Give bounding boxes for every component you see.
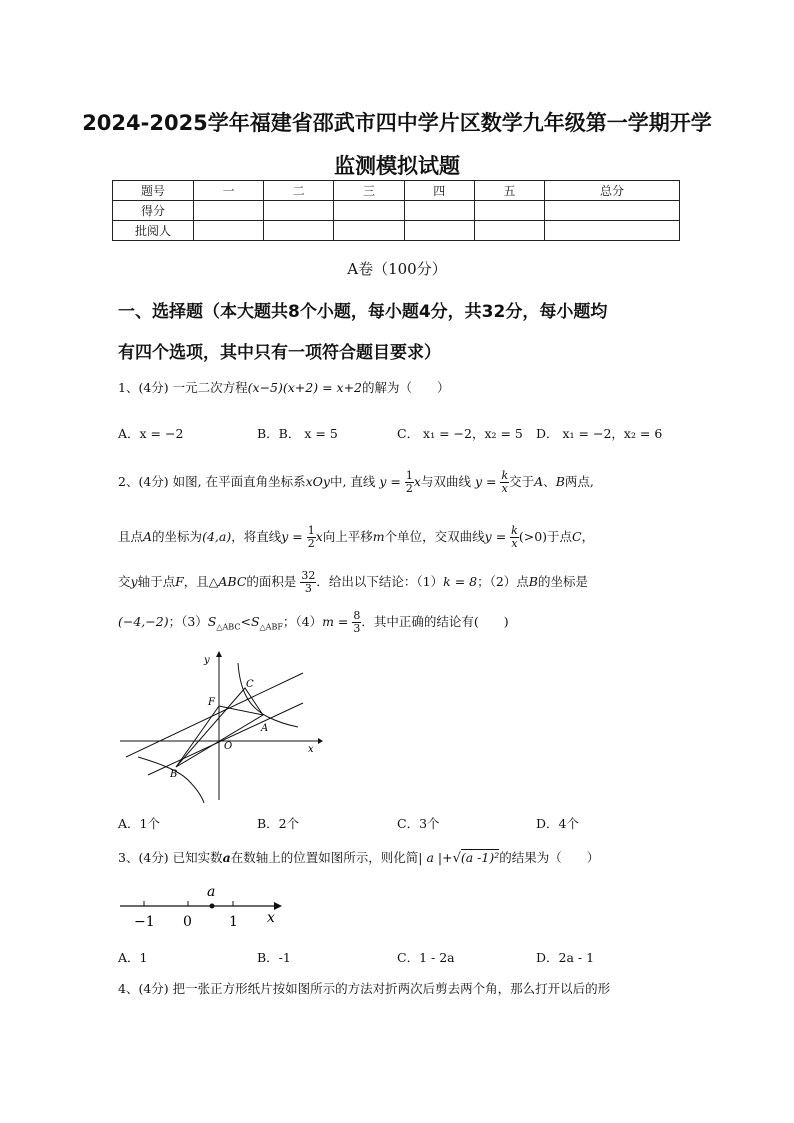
table-cell (264, 221, 334, 241)
section-heading: 一、选择题（本大题共8个小题，每小题4分，共32分，每小题均 (118, 302, 608, 322)
table-cell (264, 201, 334, 221)
y-axis-arrow (216, 651, 222, 657)
frac-den: 2 (405, 482, 413, 495)
q2-point: B (555, 474, 565, 489)
q2-y: y = (281, 529, 303, 544)
option-c[interactable]: C．3个 (397, 816, 440, 831)
label-f: F (208, 697, 215, 708)
q2-figure (118, 645, 328, 805)
option-c[interactable]: C．1 - 2a (397, 950, 455, 965)
number-line (118, 880, 288, 930)
question-2-line3 (118, 570, 588, 595)
q2-text: 交 (118, 574, 131, 589)
table-header-cell: 总分 (545, 181, 680, 201)
q2-text: ，且 (183, 574, 209, 589)
q2-text: ．其中正确的结论有( ) (361, 614, 509, 629)
q2-text: ， (581, 529, 595, 544)
q2-y: y = (474, 474, 497, 489)
label-o: O (224, 741, 233, 752)
table-cell (545, 201, 680, 221)
frac-num: 8 (353, 609, 361, 622)
q2-text: 交于 (509, 474, 535, 489)
q2-text: 的坐标是 (537, 574, 588, 589)
q2-xoy: xOy (305, 474, 330, 489)
label-y: y (204, 655, 210, 666)
frac-den: x (511, 537, 518, 550)
q2-s: S (250, 614, 260, 629)
q2-text: 轴于点 (137, 574, 176, 589)
q2-lt: < (240, 614, 251, 629)
q3-text: 3、(4分) 已知实数 (118, 850, 223, 865)
fraction-k (510, 525, 519, 550)
table-cell (334, 221, 404, 241)
q3-radicand: (a -1)² (460, 850, 500, 865)
table-row (113, 221, 680, 241)
frac-num: 1 (307, 524, 315, 537)
fraction-area (300, 570, 316, 595)
frac-den: 2 (307, 537, 315, 550)
q2-point: B (528, 574, 538, 589)
table-header-cell: 五 (474, 181, 544, 201)
label-x: x (267, 910, 275, 926)
table-cell (545, 221, 680, 241)
q2-text: 且点 (118, 529, 144, 544)
table-cell (474, 201, 544, 221)
x-axis-arrow (318, 738, 323, 744)
frac-num: k (501, 469, 509, 482)
q2-x: x (315, 529, 323, 544)
q2-cond: (>0) (518, 529, 548, 544)
q2-text: ；（3） (168, 614, 208, 629)
q2-text: 两点, (564, 474, 594, 489)
table-header-cell: 二 (264, 181, 334, 201)
label-a: a (207, 884, 216, 900)
q2-text: 个单位，交双曲线 (384, 529, 485, 544)
q2-y: y (130, 574, 138, 589)
q3-a: a (222, 850, 231, 865)
q2-m: m = (322, 614, 349, 629)
q2-s-sub: △ABC (216, 622, 241, 632)
q2-text: 向上平移 (322, 529, 373, 544)
q2-text: ，将直线 (231, 529, 282, 544)
frac-num: k (511, 524, 518, 537)
q1-suffix: 的解为（ ） (362, 380, 450, 395)
point-a (210, 904, 215, 909)
question-3: 3、(4分) 已知实数a在数轴上的位置如图所示，则化简| a |+√(a -1)²的结果为（ ） (118, 850, 600, 866)
q2-y: y = (484, 529, 507, 544)
q2-m: m (372, 529, 385, 544)
q2-text: 、 (543, 474, 556, 489)
q2-text: 与双曲线 (420, 474, 471, 489)
q2-s: S (207, 614, 217, 629)
table-cell (334, 201, 404, 221)
frac-den: x (501, 482, 508, 495)
table-header-cell: 四 (404, 181, 474, 201)
option-b[interactable]: B．B． x = 5 (257, 426, 338, 441)
fraction-half (405, 470, 414, 495)
label-one: 1 (229, 914, 238, 930)
fraction-k (500, 470, 509, 495)
option-d[interactable]: D．4个 (536, 816, 579, 831)
q2-point: F (175, 574, 184, 589)
q2-text: 于点 (547, 529, 573, 544)
label-x: x (308, 744, 314, 755)
q2-y: y = (379, 474, 401, 489)
label-b: B (170, 769, 178, 780)
q2-coord: (−4,−2) (118, 614, 169, 629)
table-header-cell: 三 (334, 181, 404, 201)
question-2-line4 (118, 610, 509, 638)
q2-text: ；（4） (282, 614, 323, 629)
question-4: 4、(4分) 把一张正方形纸片按如图所示的方法对折两次后剪去两个角，那么打开以后的形 (118, 981, 611, 996)
option-b[interactable]: B．-1 (257, 950, 291, 965)
table-header-cell: 一 (194, 181, 264, 201)
score-table (112, 180, 680, 241)
frac-den: 3 (353, 622, 361, 635)
frac-den: 3 (304, 582, 312, 595)
q2-coord: (4,a) (202, 529, 232, 544)
table-cell (404, 221, 474, 241)
page-title-line2: 监测模拟试题 (334, 154, 460, 178)
table-row (113, 201, 680, 221)
segment-bf (176, 706, 219, 767)
fraction-half (307, 525, 316, 550)
option-c[interactable]: C． x₁ = −2，x₂ = 5 (397, 426, 523, 441)
label-zero: 0 (183, 914, 192, 930)
option-a[interactable]: A．x = −2 (118, 426, 184, 441)
q1-equation: (x−5)(x+2) = x+2 (247, 380, 362, 395)
label-a: A (261, 723, 269, 734)
q2-text: 的坐标为 (152, 529, 203, 544)
frac-num: 1 (405, 469, 413, 482)
table-cell (474, 221, 544, 241)
option-d[interactable]: D．2a - 1 (536, 950, 595, 965)
line-original (148, 703, 303, 775)
q2-k: k = 8 (443, 574, 478, 589)
label-c: C (246, 679, 254, 690)
question-1 (118, 378, 450, 398)
q2-s-sub: △ABF (259, 622, 283, 632)
table-cell (194, 221, 264, 241)
q1-prefix: 1、(4分) 一元二次方程 (118, 380, 248, 395)
q3-text: 在数轴上的位置如图所示，则化简 (230, 850, 419, 865)
paper-label: A卷（100分） (347, 260, 447, 278)
q2-text: 2、(4分) 如图, 在平面直角坐标系 (118, 474, 306, 489)
option-a[interactable]: A．1个 (118, 816, 160, 831)
q2-text: ．给出以下结论：（1） (316, 574, 444, 589)
q2-text: 中, 直线 (329, 474, 376, 489)
option-a[interactable]: A．1 (118, 950, 148, 965)
option-d[interactable]: D． x₁ = −2，x₂ = 6 (536, 426, 663, 441)
q2-text: ；（2）点 (477, 574, 529, 589)
table-cell (194, 201, 264, 221)
hyperbola-right (238, 663, 298, 727)
q2-point: A (534, 474, 544, 489)
question-2 (118, 470, 594, 495)
frac-num: 32 (301, 569, 316, 582)
label-minus-one: −1 (134, 914, 155, 930)
q2-triangle: △ABC (208, 574, 247, 589)
question-2-line2 (118, 525, 594, 550)
section-heading-line2: 有四个选项，其中只有一项符合题目要求） (118, 343, 441, 363)
option-b[interactable]: B．2个 (257, 816, 300, 831)
table-header-cell: 题号 (113, 181, 194, 201)
table-row (113, 181, 680, 201)
q2-x: x (413, 474, 421, 489)
q2-point: A (143, 529, 153, 544)
number-line-arrow (274, 902, 282, 910)
q2-point: C (572, 529, 582, 544)
page-title: 2024-2025学年福建省邵武市四中学片区数学九年级第一学期开学 (82, 111, 712, 135)
table-row-label: 批阅人 (113, 221, 194, 241)
table-row-label: 得分 (113, 201, 194, 221)
q3-text: 的结果为（ ） (499, 850, 600, 865)
table-cell (404, 201, 474, 221)
q3-expr: | a |+ (418, 850, 453, 865)
q2-text: 的面积是 (246, 574, 297, 589)
